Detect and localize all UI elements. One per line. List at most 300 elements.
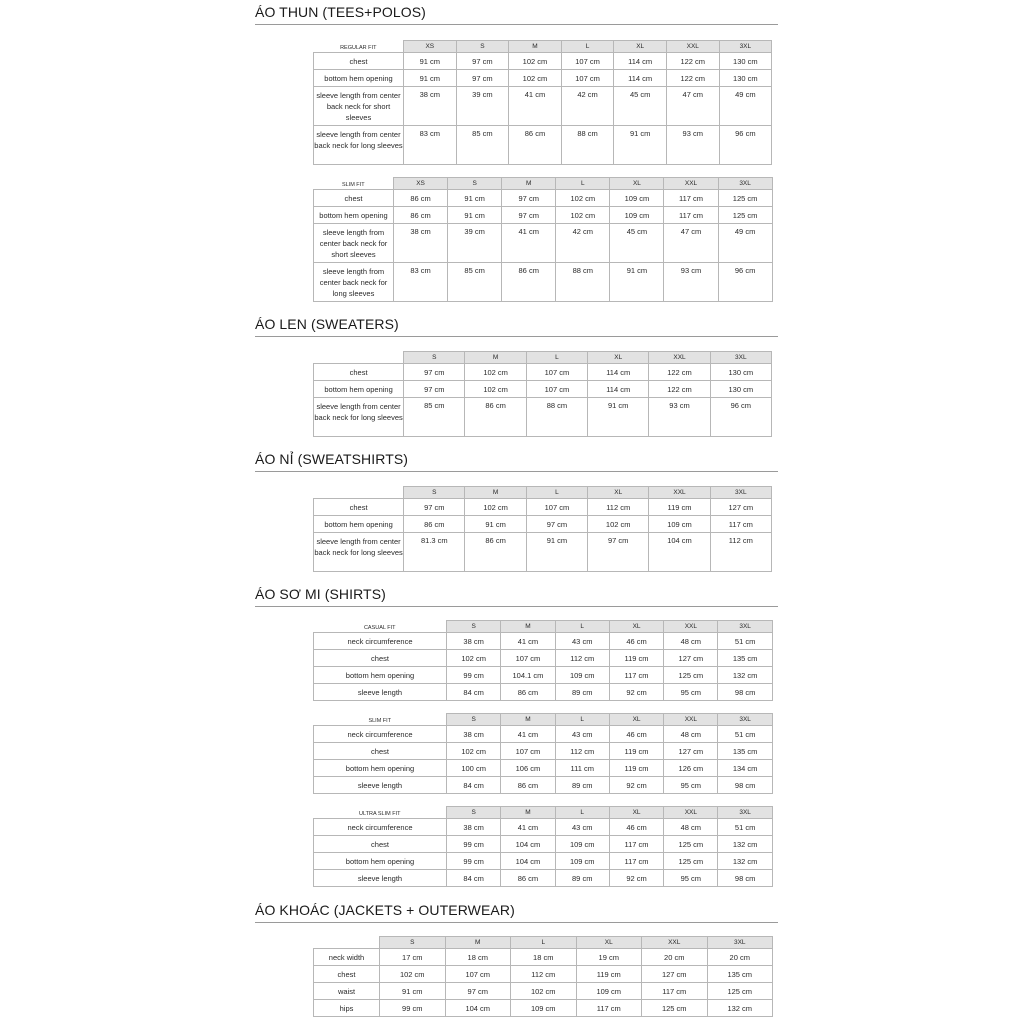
measurement-label: sleeve length	[314, 684, 447, 701]
measurement-label: bottom hem opening	[314, 381, 404, 398]
measurement-value: 134 cm	[718, 760, 772, 777]
measurement-value: 38 cm	[447, 633, 501, 650]
measurement-value: 48 cm	[664, 726, 718, 743]
measurement-value: 84 cm	[447, 870, 501, 887]
size-header-cell: XXL	[664, 714, 718, 726]
table-row	[314, 760, 773, 777]
measurement-value: 88 cm	[556, 263, 610, 302]
size-header-cell: XL	[609, 807, 663, 819]
measurement-value: 39 cm	[448, 224, 502, 263]
measurement-value: 91 cm	[404, 70, 457, 87]
measurement-value: 119 cm	[609, 650, 663, 667]
size-header-cell: XXL	[666, 41, 719, 53]
measurement-value: 84 cm	[447, 684, 501, 701]
measurement-value: 83 cm	[394, 263, 448, 302]
size-table-shirts-slim	[313, 713, 773, 794]
measurement-value: 92 cm	[609, 684, 663, 701]
measurement-value: 125 cm	[707, 983, 773, 1000]
measurement-value: 41 cm	[502, 224, 556, 263]
measurement-value: 112 cm	[710, 533, 771, 572]
measurement-value: 117 cm	[609, 836, 663, 853]
measurement-value: 135 cm	[718, 743, 772, 760]
size-header-row	[314, 178, 773, 190]
measurement-value: 127 cm	[642, 966, 708, 983]
measurement-value: 102 cm	[509, 70, 562, 87]
size-header-cell: 3XL	[718, 714, 772, 726]
measurement-value: 117 cm	[609, 667, 663, 684]
measurement-value: 42 cm	[561, 87, 614, 126]
size-header-cell: 3XL	[707, 937, 773, 949]
measurement-value: 109 cm	[555, 836, 609, 853]
measurement-value: 51 cm	[718, 726, 772, 743]
measurement-value: 89 cm	[555, 684, 609, 701]
size-header-cell: XL	[588, 487, 649, 499]
measurement-value: 91 cm	[588, 398, 649, 437]
measurement-label: bottom hem opening	[314, 760, 447, 777]
table-row	[314, 819, 773, 836]
size-header-cell: XXL	[649, 352, 710, 364]
measurement-label: sleeve length from center back neck for long sleeves	[314, 533, 404, 572]
measurement-value: 102 cm	[465, 381, 526, 398]
measurement-label: sleeve length from center back neck for short sleeves	[314, 87, 404, 126]
measurement-value: 102 cm	[588, 516, 649, 533]
measurement-label: bottom hem opening	[314, 70, 404, 87]
measurement-value: 96 cm	[719, 126, 772, 165]
measurement-value: 104 cm	[445, 1000, 511, 1017]
table-row	[314, 190, 773, 207]
size-header-cell: S	[380, 937, 446, 949]
measurement-value: 97 cm	[445, 983, 511, 1000]
size-header-cell: M	[502, 178, 556, 190]
size-header-cell: 3XL	[710, 352, 771, 364]
fit-label	[314, 487, 404, 499]
measurement-value: 49 cm	[718, 224, 772, 263]
size-table-shirts-casual	[313, 620, 773, 701]
measurement-label: neck circumference	[314, 633, 447, 650]
measurement-value: 102 cm	[465, 499, 526, 516]
measurement-value: 132 cm	[718, 836, 772, 853]
table-row	[314, 633, 773, 650]
size-header-row	[314, 714, 773, 726]
table-row	[314, 398, 772, 437]
measurement-value: 99 cm	[447, 853, 501, 870]
measurement-value: 102 cm	[465, 364, 526, 381]
measurement-label: chest	[314, 743, 447, 760]
measurement-value: 119 cm	[609, 743, 663, 760]
table-row	[314, 743, 773, 760]
measurement-value: 107 cm	[526, 499, 587, 516]
size-header-cell: L	[556, 178, 610, 190]
measurement-label: sleeve length	[314, 870, 447, 887]
measurement-value: 114 cm	[614, 70, 667, 87]
measurement-value: 119 cm	[576, 966, 642, 983]
measurement-value: 91 cm	[404, 53, 457, 70]
measurement-label: chest	[314, 499, 404, 516]
measurement-value: 102 cm	[447, 650, 501, 667]
measurement-value: 86 cm	[404, 516, 465, 533]
measurement-value: 102 cm	[511, 983, 577, 1000]
measurement-value: 106 cm	[501, 760, 555, 777]
measurement-value: 88 cm	[561, 126, 614, 165]
measurement-value: 109 cm	[576, 983, 642, 1000]
size-header-cell: S	[447, 807, 501, 819]
measurement-value: 127 cm	[710, 499, 771, 516]
fit-label: SLIM FIT	[314, 178, 394, 190]
measurement-value: 122 cm	[649, 381, 710, 398]
measurement-value: 51 cm	[718, 633, 772, 650]
measurement-value: 97 cm	[404, 499, 465, 516]
measurement-value: 86 cm	[394, 190, 448, 207]
measurement-value: 97 cm	[456, 53, 509, 70]
measurement-value: 97 cm	[502, 207, 556, 224]
measurement-value: 117 cm	[576, 1000, 642, 1017]
section-title-sweatshirts: ÁO NỈ (SWEATSHIRTS)	[255, 451, 778, 472]
measurement-value: 125 cm	[664, 836, 718, 853]
measurement-value: 86 cm	[509, 126, 562, 165]
size-header-cell: XL	[609, 621, 663, 633]
measurement-label: neck circumference	[314, 726, 447, 743]
measurement-value: 19 cm	[576, 949, 642, 966]
measurement-value: 117 cm	[664, 190, 718, 207]
size-table-jackets	[313, 936, 773, 1017]
measurement-value: 89 cm	[555, 870, 609, 887]
measurement-value: 130 cm	[710, 364, 771, 381]
measurement-value: 95 cm	[664, 684, 718, 701]
measurement-value: 125 cm	[642, 1000, 708, 1017]
size-header-row	[314, 807, 773, 819]
measurement-value: 93 cm	[649, 398, 710, 437]
measurement-value: 92 cm	[609, 870, 663, 887]
measurement-value: 122 cm	[666, 70, 719, 87]
measurement-label: hips	[314, 1000, 380, 1017]
measurement-value: 112 cm	[555, 743, 609, 760]
measurement-value: 86 cm	[501, 777, 555, 794]
size-header-cell: M	[509, 41, 562, 53]
measurement-value: 38 cm	[394, 224, 448, 263]
table-row	[314, 516, 772, 533]
measurement-value: 107 cm	[501, 743, 555, 760]
measurement-value: 86 cm	[502, 263, 556, 302]
size-header-cell: 3XL	[718, 178, 772, 190]
measurement-value: 38 cm	[447, 819, 501, 836]
measurement-value: 95 cm	[664, 777, 718, 794]
measurement-value: 97 cm	[588, 533, 649, 572]
measurement-value: 43 cm	[555, 633, 609, 650]
size-header-cell: M	[465, 487, 526, 499]
size-header-cell: M	[501, 621, 555, 633]
measurement-value: 114 cm	[614, 53, 667, 70]
size-header-cell: XL	[588, 352, 649, 364]
measurement-value: 92 cm	[609, 777, 663, 794]
measurement-label: chest	[314, 190, 394, 207]
measurement-value: 17 cm	[380, 949, 446, 966]
measurement-value: 38 cm	[404, 87, 457, 126]
measurement-value: 93 cm	[664, 263, 718, 302]
size-header-cell: L	[555, 807, 609, 819]
size-header-row	[314, 621, 773, 633]
size-header-row	[314, 937, 773, 949]
size-header-cell: 3XL	[710, 487, 771, 499]
measurement-value: 86 cm	[501, 684, 555, 701]
measurement-label: neck width	[314, 949, 380, 966]
measurement-value: 41 cm	[501, 633, 555, 650]
measurement-value: 20 cm	[642, 949, 708, 966]
size-header-cell: 3XL	[719, 41, 772, 53]
size-header-cell: XL	[614, 41, 667, 53]
measurement-value: 43 cm	[555, 819, 609, 836]
measurement-value: 104 cm	[649, 533, 710, 572]
measurement-label: sleeve length from center back neck for long sleeves	[314, 263, 394, 302]
measurement-value: 107 cm	[501, 650, 555, 667]
measurement-value: 109 cm	[610, 190, 664, 207]
measurement-value: 95 cm	[664, 870, 718, 887]
measurement-value: 119 cm	[649, 499, 710, 516]
fit-label: ULTRA SLIM FIT	[314, 807, 447, 819]
measurement-value: 98 cm	[718, 870, 772, 887]
measurement-value: 99 cm	[447, 667, 501, 684]
measurement-label: bottom hem opening	[314, 853, 447, 870]
measurement-label: sleeve length	[314, 777, 447, 794]
measurement-label: sleeve length from center back neck for long sleeves	[314, 398, 404, 437]
measurement-value: 135 cm	[718, 650, 772, 667]
measurement-value: 117 cm	[664, 207, 718, 224]
measurement-value: 97 cm	[404, 381, 465, 398]
measurement-value: 114 cm	[588, 381, 649, 398]
measurement-value: 122 cm	[649, 364, 710, 381]
measurement-value: 117 cm	[642, 983, 708, 1000]
measurement-value: 102 cm	[380, 966, 446, 983]
measurement-value: 93 cm	[666, 126, 719, 165]
measurement-label: neck circumference	[314, 819, 447, 836]
measurement-value: 107 cm	[561, 53, 614, 70]
measurement-value: 46 cm	[609, 633, 663, 650]
measurement-value: 100 cm	[447, 760, 501, 777]
measurement-value: 107 cm	[561, 70, 614, 87]
measurement-value: 102 cm	[556, 190, 610, 207]
measurement-value: 91 cm	[465, 516, 526, 533]
measurement-value: 130 cm	[719, 70, 772, 87]
measurement-value: 130 cm	[710, 381, 771, 398]
size-header-row	[314, 352, 772, 364]
measurement-value: 104 cm	[501, 853, 555, 870]
measurement-value: 99 cm	[380, 1000, 446, 1017]
table-row	[314, 777, 773, 794]
size-header-cell: 3XL	[718, 621, 772, 633]
table-row	[314, 381, 772, 398]
measurement-value: 20 cm	[707, 949, 773, 966]
fit-label: SLIM FIT	[314, 714, 447, 726]
size-header-cell: XL	[609, 714, 663, 726]
measurement-value: 125 cm	[664, 667, 718, 684]
table-row	[314, 533, 772, 572]
size-header-cell: L	[526, 352, 587, 364]
size-header-cell: 3XL	[718, 807, 772, 819]
measurement-value: 132 cm	[718, 667, 772, 684]
table-row	[314, 949, 773, 966]
measurement-label: chest	[314, 836, 447, 853]
measurement-value: 18 cm	[511, 949, 577, 966]
measurement-value: 97 cm	[404, 364, 465, 381]
measurement-value: 132 cm	[707, 1000, 773, 1017]
measurement-value: 96 cm	[718, 263, 772, 302]
measurement-value: 109 cm	[511, 1000, 577, 1017]
measurement-value: 125 cm	[718, 207, 772, 224]
size-header-cell: S	[448, 178, 502, 190]
table-row	[314, 966, 773, 983]
measurement-value: 91 cm	[614, 126, 667, 165]
table-row	[314, 870, 773, 887]
size-header-cell: M	[465, 352, 526, 364]
measurement-label: sleeve length from center back neck for short sleeves	[314, 224, 394, 263]
measurement-value: 91 cm	[448, 190, 502, 207]
measurement-value: 109 cm	[555, 853, 609, 870]
measurement-value: 48 cm	[664, 633, 718, 650]
size-header-cell: L	[511, 937, 577, 949]
measurement-value: 39 cm	[456, 87, 509, 126]
measurement-value: 130 cm	[719, 53, 772, 70]
table-row	[314, 650, 773, 667]
measurement-value: 97 cm	[502, 190, 556, 207]
measurement-value: 51 cm	[718, 819, 772, 836]
table-row	[314, 1000, 773, 1017]
table-row	[314, 207, 773, 224]
measurement-value: 43 cm	[555, 726, 609, 743]
measurement-value: 47 cm	[664, 224, 718, 263]
size-header-cell: M	[445, 937, 511, 949]
size-header-cell: XL	[610, 178, 664, 190]
size-header-cell: S	[404, 352, 465, 364]
size-header-cell: M	[501, 807, 555, 819]
fit-label: CASUAL FIT	[314, 621, 447, 633]
size-table-shirts-ultra-slim	[313, 806, 773, 887]
size-header-cell: S	[447, 714, 501, 726]
measurement-value: 112 cm	[588, 499, 649, 516]
measurement-value: 98 cm	[718, 777, 772, 794]
measurement-value: 86 cm	[465, 398, 526, 437]
size-header-cell: S	[456, 41, 509, 53]
measurement-label: sleeve length from center back neck for long sleeves	[314, 126, 404, 165]
measurement-value: 41 cm	[501, 819, 555, 836]
measurement-value: 117 cm	[609, 853, 663, 870]
measurement-value: 102 cm	[509, 53, 562, 70]
measurement-value: 126 cm	[664, 760, 718, 777]
measurement-value: 99 cm	[447, 836, 501, 853]
measurement-label: waist	[314, 983, 380, 1000]
measurement-value: 83 cm	[404, 126, 457, 165]
measurement-value: 107 cm	[445, 966, 511, 983]
measurement-label: bottom hem opening	[314, 667, 447, 684]
size-header-cell: L	[561, 41, 614, 53]
measurement-value: 122 cm	[666, 53, 719, 70]
measurement-label: bottom hem opening	[314, 207, 394, 224]
size-table-tees-regular	[313, 40, 772, 165]
table-row	[314, 836, 773, 853]
measurement-value: 112 cm	[511, 966, 577, 983]
table-row	[314, 126, 772, 165]
measurement-value: 127 cm	[664, 743, 718, 760]
section-title-shirts: ÁO SƠ MI (SHIRTS)	[255, 586, 778, 607]
fit-label: REGULAR FIT	[314, 41, 404, 53]
measurement-value: 117 cm	[710, 516, 771, 533]
section-title-sweaters: ÁO LEN (SWEATERS)	[255, 316, 778, 337]
measurement-value: 112 cm	[555, 650, 609, 667]
size-header-cell: XXL	[664, 178, 718, 190]
measurement-value: 96 cm	[710, 398, 771, 437]
measurement-value: 81.3 cm	[404, 533, 465, 572]
measurement-value: 97 cm	[456, 70, 509, 87]
measurement-value: 102 cm	[447, 743, 501, 760]
size-header-cell: XL	[576, 937, 642, 949]
measurement-value: 119 cm	[609, 760, 663, 777]
measurement-value: 102 cm	[556, 207, 610, 224]
measurement-value: 38 cm	[447, 726, 501, 743]
measurement-value: 41 cm	[501, 726, 555, 743]
measurement-value: 86 cm	[501, 870, 555, 887]
measurement-label: chest	[314, 53, 404, 70]
size-header-cell: L	[526, 487, 587, 499]
size-header-cell: XXL	[642, 937, 708, 949]
size-table-sweaters	[313, 351, 772, 437]
measurement-value: 45 cm	[610, 224, 664, 263]
measurement-value: 46 cm	[609, 726, 663, 743]
measurement-value: 132 cm	[718, 853, 772, 870]
measurement-label: chest	[314, 364, 404, 381]
measurement-value: 125 cm	[664, 853, 718, 870]
section-title-jackets: ÁO KHOÁC (JACKETS + OUTERWEAR)	[255, 902, 778, 923]
measurement-value: 107 cm	[526, 381, 587, 398]
table-row	[314, 499, 772, 516]
measurement-value: 49 cm	[719, 87, 772, 126]
table-row	[314, 684, 773, 701]
measurement-value: 91 cm	[526, 533, 587, 572]
measurement-value: 41 cm	[509, 87, 562, 126]
size-header-cell: S	[404, 487, 465, 499]
measurement-value: 114 cm	[588, 364, 649, 381]
size-header-cell: XS	[404, 41, 457, 53]
table-row	[314, 853, 773, 870]
measurement-value: 46 cm	[609, 819, 663, 836]
table-row	[314, 726, 773, 743]
measurement-value: 91 cm	[448, 207, 502, 224]
size-header-row	[314, 487, 772, 499]
measurement-value: 48 cm	[664, 819, 718, 836]
measurement-value: 86 cm	[465, 533, 526, 572]
size-header-cell: XXL	[664, 807, 718, 819]
measurement-value: 42 cm	[556, 224, 610, 263]
measurement-value: 84 cm	[447, 777, 501, 794]
measurement-value: 104 cm	[501, 836, 555, 853]
measurement-value: 47 cm	[666, 87, 719, 126]
size-header-cell: XS	[394, 178, 448, 190]
size-table-sweatshirts	[313, 486, 772, 572]
size-table-tees-slim	[313, 177, 773, 302]
fit-label	[314, 352, 404, 364]
size-header-row	[314, 41, 772, 53]
table-row	[314, 70, 772, 87]
measurement-label: chest	[314, 966, 380, 983]
table-row	[314, 87, 772, 126]
measurement-value: 85 cm	[448, 263, 502, 302]
measurement-value: 109 cm	[610, 207, 664, 224]
measurement-label: bottom hem opening	[314, 516, 404, 533]
measurement-value: 135 cm	[707, 966, 773, 983]
measurement-value: 98 cm	[718, 684, 772, 701]
measurement-value: 86 cm	[394, 207, 448, 224]
size-header-cell: L	[555, 621, 609, 633]
measurement-value: 97 cm	[526, 516, 587, 533]
measurement-label: chest	[314, 650, 447, 667]
table-row	[314, 983, 773, 1000]
